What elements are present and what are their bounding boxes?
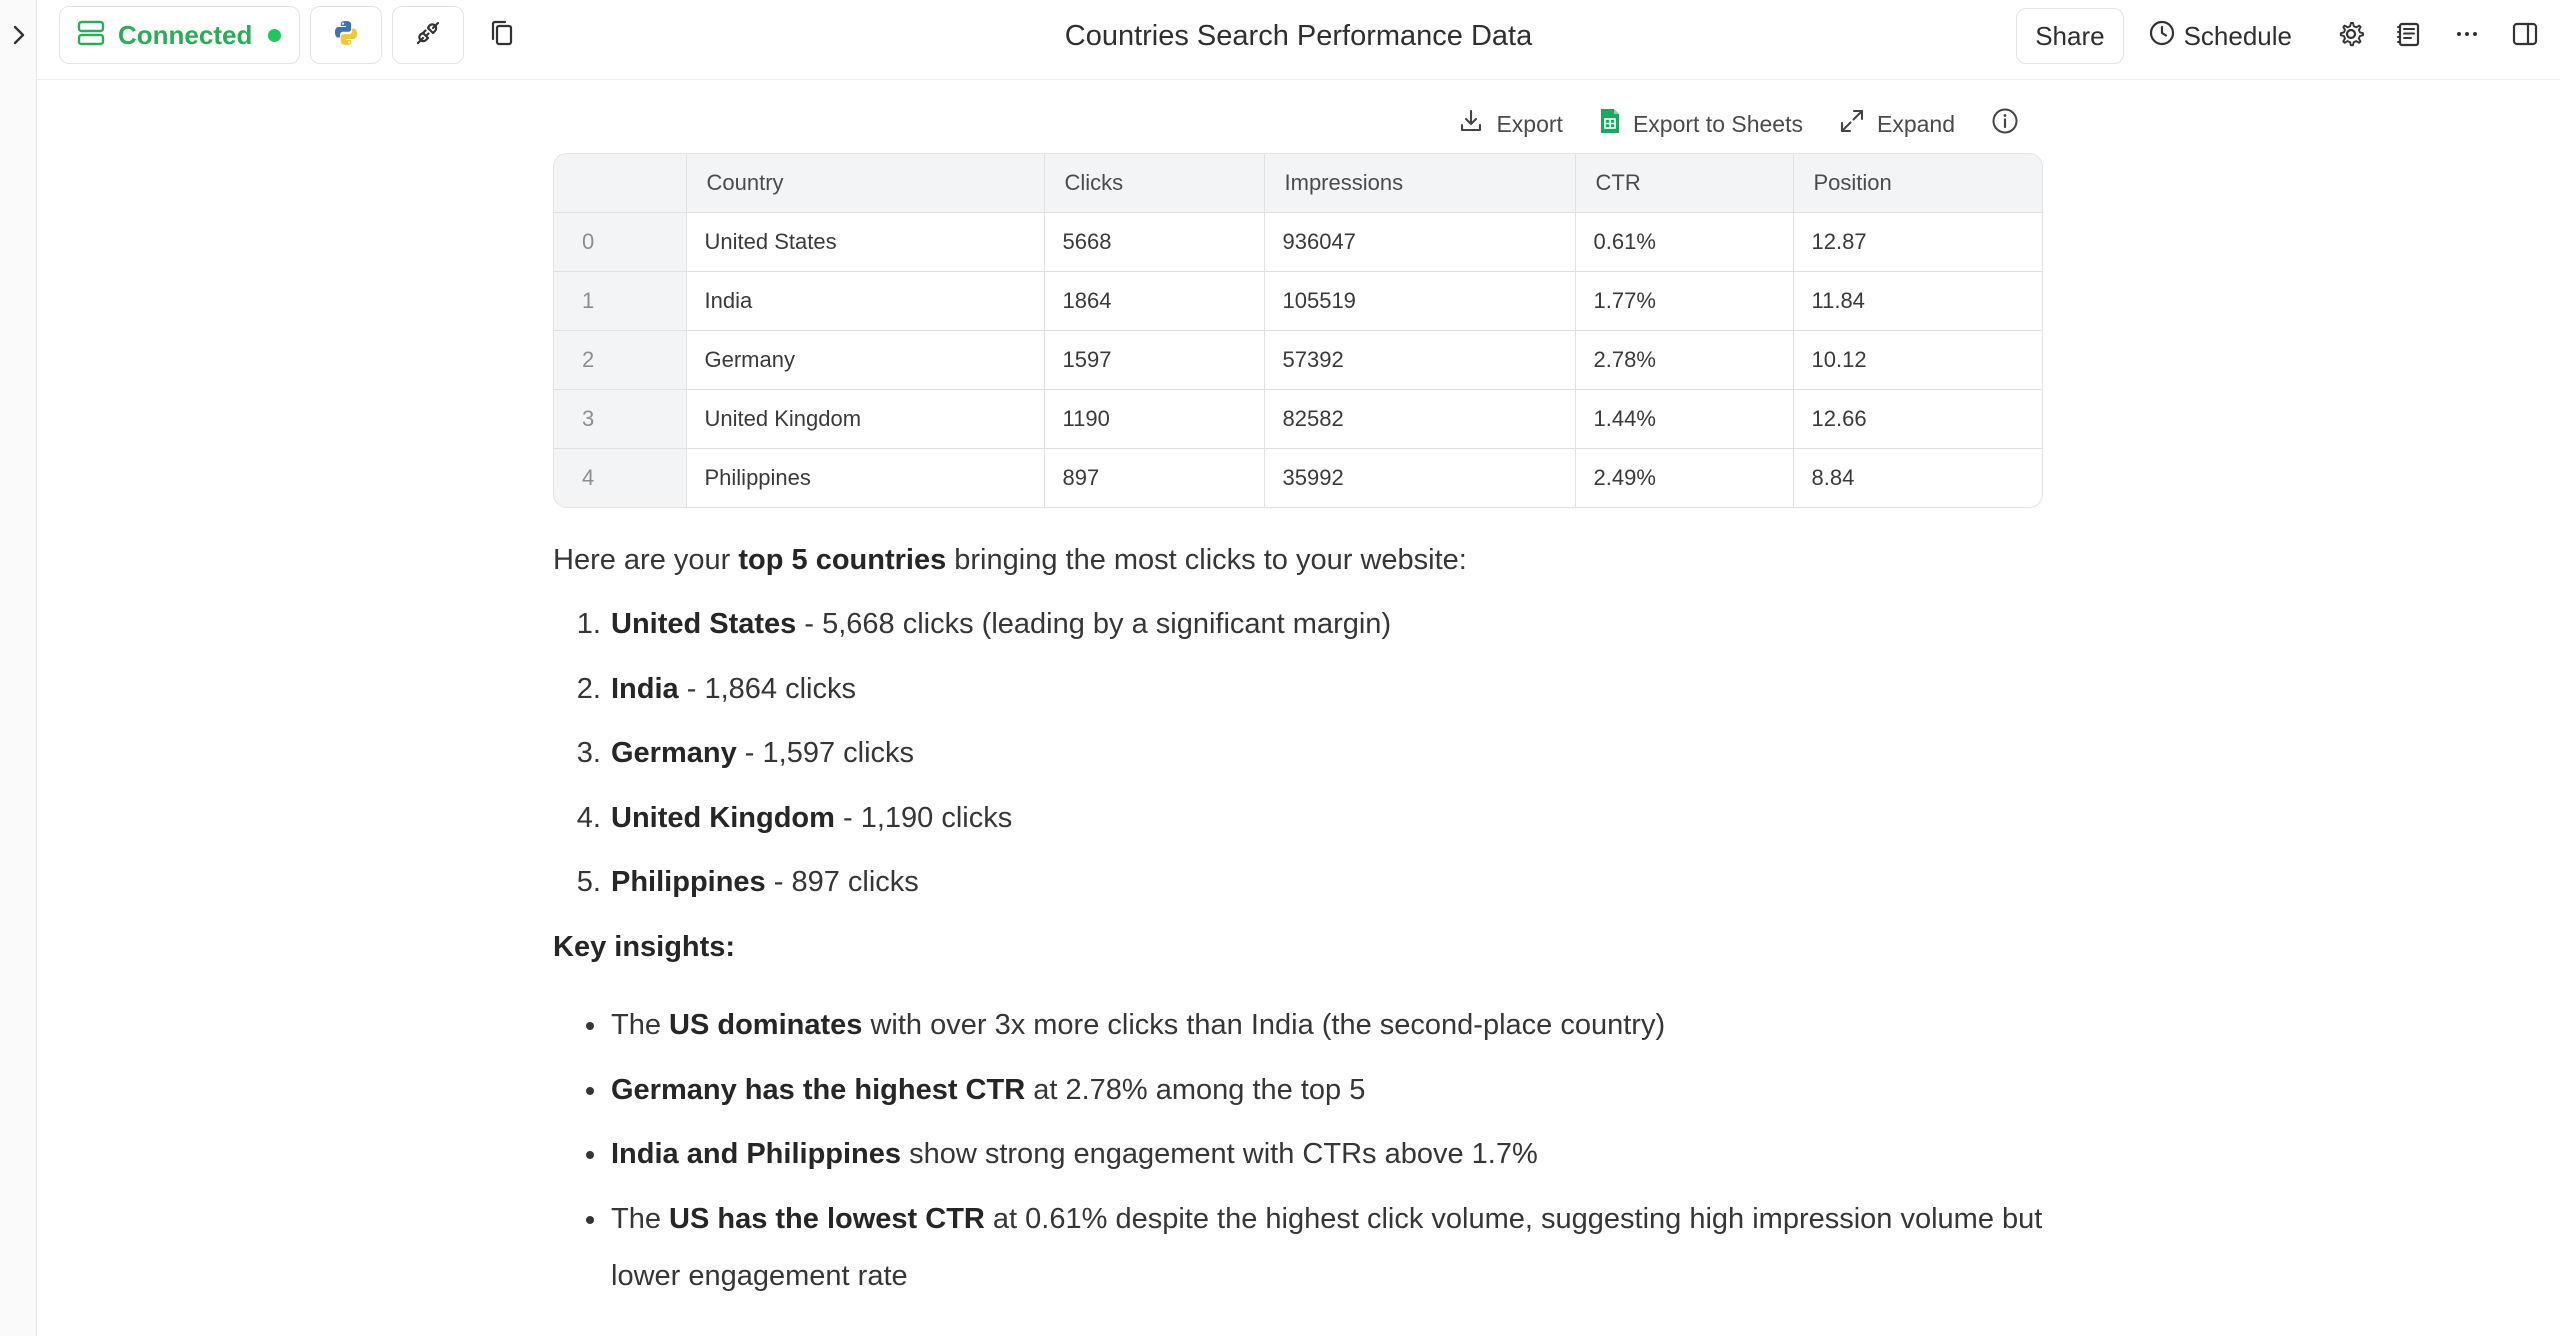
insights-list (553, 997, 2043, 1305)
insight-text: with over 3x more clicks than India (the second-place country) (862, 1009, 1666, 1041)
top-bar-left (59, 6, 530, 64)
impressions-cell: 936047 (1264, 212, 1575, 271)
insight-text: at 0.61% despite the highest click volume, suggesting high impression volume but lower engagement rate (611, 1202, 2043, 1292)
schedule-button[interactable] (2148, 19, 2292, 54)
list-item (609, 1126, 2043, 1183)
intro-text: bringing the most clicks to your website: (946, 544, 1467, 576)
table-row (554, 330, 2042, 389)
click-count-text: - 1,597 clicks (736, 737, 915, 769)
row-index: 0 (554, 212, 686, 271)
download-icon (1458, 108, 1484, 140)
clicks-cell: 5668 (1044, 212, 1264, 271)
country-cell: United Kingdom (686, 389, 1044, 448)
list-item (609, 733, 2043, 773)
more-horizontal-icon (2453, 20, 2481, 53)
impressions-header[interactable]: Impressions (1264, 154, 1575, 212)
list-item (609, 798, 2043, 838)
country-cell: Philippines (686, 448, 1044, 507)
info-icon (1991, 107, 2019, 141)
plug-button[interactable] (392, 6, 464, 64)
expand-label: Expand (1876, 110, 1955, 137)
toggle-panel-button[interactable] (2496, 7, 2554, 65)
impressions-cell: 105519 (1264, 271, 1575, 330)
clicks-cell: 1864 (1044, 271, 1264, 330)
left-rail (0, 0, 37, 1336)
table-row (554, 271, 2042, 330)
position-header[interactable]: Position (1793, 154, 2042, 212)
main-content (553, 96, 2043, 1312)
intro-text: Here are your (553, 544, 739, 576)
country-name: United States (611, 608, 797, 640)
country-name: United Kingdom (611, 801, 835, 834)
country-cell: Germany (686, 330, 1044, 389)
export-label: Export (1496, 110, 1563, 137)
top-bar (37, 0, 2560, 80)
export-to-sheets-label: Export to Sheets (1632, 110, 1803, 137)
python-button[interactable] (310, 6, 382, 64)
list-item (609, 1062, 2043, 1119)
clicks-header[interactable]: Clicks (1044, 154, 1264, 212)
row-index: 1 (554, 271, 686, 330)
row-index: 3 (554, 389, 686, 448)
impressions-cell: 82582 (1264, 389, 1575, 448)
insights-heading: Key insights: (553, 931, 736, 963)
position-cell: 12.87 (1793, 212, 2042, 271)
click-count-text: - 1,190 clicks (834, 801, 1013, 834)
connected-label: Connected (118, 19, 253, 50)
index-header[interactable] (554, 154, 686, 212)
clicks-cell: 1597 (1044, 330, 1264, 389)
click-count-text: - 5,668 clicks (leading by a significant margin) (796, 608, 1392, 640)
table-row (554, 389, 2042, 448)
row-index: 2 (554, 330, 686, 389)
expand-button[interactable] (1839, 108, 1955, 140)
notebook-icon (2395, 20, 2423, 53)
position-cell: 12.66 (1793, 389, 2042, 448)
page-title: Countries Search Performance Data (1064, 19, 1533, 52)
list-item (609, 997, 2043, 1054)
clock-icon (2148, 19, 2176, 54)
export-button[interactable] (1458, 108, 1562, 140)
country-cell: United States (686, 212, 1044, 271)
position-cell: 11.84 (1793, 271, 2042, 330)
table-row (554, 448, 2042, 507)
intro-highlight: top 5 countries (738, 544, 947, 576)
export-to-sheets-button[interactable] (1599, 107, 1803, 141)
insight-highlight: US has the lowest CTR (669, 1202, 985, 1235)
country-name: Germany (611, 737, 737, 769)
ctr-cell: 2.49% (1575, 448, 1793, 507)
schedule-label: Schedule (2183, 20, 2292, 51)
country-cell: India (686, 271, 1044, 330)
connection-status-button[interactable] (59, 6, 300, 64)
notebook-button[interactable] (2380, 7, 2438, 65)
list-item (609, 1191, 2043, 1305)
copy-icon (488, 18, 516, 53)
insight-highlight: India and Philippines (611, 1138, 902, 1170)
clicks-cell: 897 (1044, 448, 1264, 507)
position-cell: 10.12 (1793, 330, 2042, 389)
database-icon (76, 18, 106, 53)
chevron-right-icon[interactable] (8, 20, 30, 50)
click-count-text: - 1,864 clicks (678, 672, 856, 705)
python-icon (331, 18, 361, 53)
results-table (553, 153, 2043, 508)
impressions-cell: 57392 (1264, 330, 1575, 389)
insight-highlight: Germany has the highest CTR (611, 1073, 1026, 1106)
summary-intro (553, 540, 2043, 580)
ctr-cell: 1.44% (1575, 389, 1793, 448)
insight-highlight: US dominates (669, 1009, 863, 1041)
table-header-row (554, 154, 2042, 212)
copy-button[interactable] (474, 6, 530, 64)
click-count-text: - 897 clicks (765, 866, 919, 898)
country-header[interactable]: Country (686, 154, 1044, 212)
panel-right-icon (2511, 20, 2539, 53)
settings-button[interactable] (2322, 7, 2380, 65)
country-name: India (611, 672, 679, 705)
list-item (609, 604, 2043, 644)
impressions-cell: 35992 (1264, 448, 1575, 507)
ctr-cell: 2.78% (1575, 330, 1793, 389)
table-row (554, 212, 2042, 271)
gear-icon (2337, 20, 2365, 53)
ctr-cell: 1.77% (1575, 271, 1793, 330)
position-cell: 8.84 (1811, 464, 1855, 490)
insight-text: show strong engagement with CTRs above 1.7% (901, 1138, 1538, 1170)
share-button[interactable]: Share (2016, 8, 2123, 64)
row-index: 4 (554, 448, 686, 507)
expand-icon (1839, 108, 1865, 140)
info-button[interactable] (1991, 107, 2019, 141)
more-button[interactable] (2438, 7, 2496, 65)
country-name: Philippines (611, 866, 766, 898)
insight-text: The (611, 1202, 670, 1235)
list-item (609, 669, 2043, 709)
top-bar-right (2016, 4, 2560, 68)
list-item (609, 862, 2043, 902)
table-toolbar (553, 96, 2043, 152)
google-sheets-icon (1599, 107, 1621, 141)
ranking-list (553, 604, 2043, 902)
plug-disconnect-icon (413, 18, 443, 53)
clicks-cell: 1190 (1044, 389, 1264, 448)
insight-text: at 2.78% among the top 5 (1025, 1073, 1366, 1106)
ctr-cell: 0.61% (1575, 212, 1793, 271)
insight-text: The (611, 1009, 670, 1041)
ctr-header[interactable]: CTR (1575, 154, 1793, 212)
status-dot (268, 29, 281, 42)
